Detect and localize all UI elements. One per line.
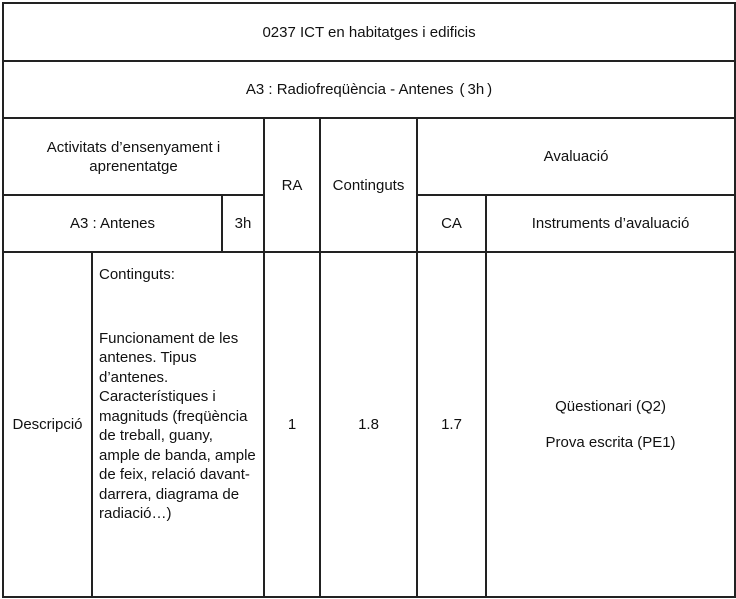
- instrument-questionari: Qüestionari (Q2): [555, 398, 666, 415]
- ra-header: RA: [264, 118, 320, 252]
- content-body: Funcionament de les antenes. Tipus d’antenes. Característiques i magnituds (freqüència de treball, guany, ample de banda, ample de feix, relació davant-darrera, diagrama de radiació…): [99, 329, 256, 522]
- activity-table: [2, 2, 736, 598]
- avaluacio-header: Avaluació: [417, 118, 735, 195]
- instrument-prova-escrita: Prova escrita (PE1): [545, 434, 676, 451]
- content-description: [92, 252, 264, 597]
- activities-header: Activitats d’ensenyament i aprenentatge: [3, 118, 264, 195]
- continguts-header: Continguts: [320, 118, 417, 252]
- ra-value: 1: [264, 252, 320, 597]
- activity-hours: 3h: [222, 195, 264, 252]
- activity-name: A3 : Antenes: [3, 195, 222, 252]
- ca-header: CA: [417, 195, 486, 252]
- row-label: Descripció: [3, 252, 92, 597]
- module-title: 0237 ICT en habitatges i edificis: [3, 3, 735, 61]
- instruments-header: Instruments d’avaluació: [486, 195, 735, 252]
- instruments-cell: [486, 252, 735, 597]
- unit-title: A3 : Radiofreqüència - Antenes ( 3h ): [3, 61, 735, 118]
- continguts-value: 1.8: [320, 252, 417, 597]
- ca-value: 1.7: [417, 252, 486, 597]
- content-title: Continguts:: [99, 266, 175, 283]
